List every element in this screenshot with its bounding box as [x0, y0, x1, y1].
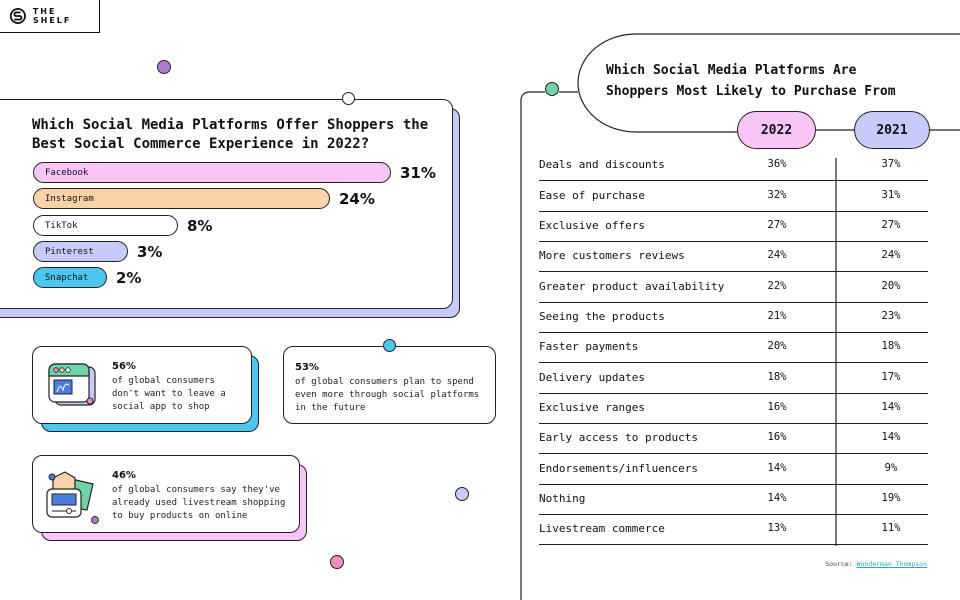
bar-value: 2%	[116, 268, 142, 287]
source-link[interactable]: Wunderman Thompson	[856, 560, 927, 568]
table-title: Which Social Media Platforms Are Shoppers Most Likely to Purchase From	[606, 63, 896, 99]
table-row: Faster payments 20% 18%	[539, 333, 928, 363]
bar-value: 3%	[137, 242, 163, 261]
bar-facebook: Facebook	[33, 162, 391, 183]
table-row: Exclusive offers 27% 27%	[539, 212, 928, 242]
table-row: Greater product availability 22% 20%	[539, 273, 928, 303]
table-row: Early access to products 16% 14%	[539, 424, 928, 454]
table-row: Delivery updates 18% 17%	[539, 364, 928, 394]
table-row: Nothing 14% 19%	[539, 485, 928, 515]
bar-instagram: Instagram	[33, 188, 330, 209]
bar-value: 8%	[187, 216, 213, 235]
bar-value: 31%	[400, 163, 436, 182]
stat-description: of global consumers don't want to leave a social app to shop	[112, 376, 226, 412]
stat-description: of global consumers plan to spend even more through social platforms in the future	[295, 377, 480, 413]
table-row: Deals and discounts 36% 37%	[539, 151, 928, 181]
stat-percent: 56%	[112, 361, 136, 372]
stat-percent: 46%	[112, 470, 136, 481]
bar-value: 24%	[339, 189, 375, 208]
table-row: Ease of purchase 32% 31%	[539, 182, 928, 212]
decor-dot-cyan	[383, 339, 396, 352]
source-note: Source: Wunderman Thompson	[825, 560, 927, 568]
decor-dot-mint	[545, 82, 559, 96]
table-row: Seeing the products 21% 23%	[539, 303, 928, 333]
table-row: Livestream commerce 13% 11%	[539, 515, 928, 545]
stat-description: of global consumers say they've already used livestream shopping to buy products on online	[112, 485, 286, 521]
brand-name: THE SHELF	[32, 6, 72, 25]
column-header-2021: 2021	[854, 111, 930, 149]
bar-pinterest: Pinterest	[33, 241, 128, 262]
table-row: Exclusive ranges 16% 14%	[539, 394, 928, 424]
decor-dot-white	[342, 92, 355, 105]
column-header-2022: 2022	[737, 111, 816, 149]
table-row: More customers reviews 24% 24%	[539, 242, 928, 272]
stat-percent: 53%	[295, 362, 319, 373]
bar-chart-title: Which Social Media Platforms Offer Shoppers the Best Social Commerce Experience in 2022?	[32, 117, 429, 152]
bar-snapchat: Snapchat	[33, 267, 107, 288]
table-row: Endorsements/influencers 14% 9%	[539, 455, 928, 485]
bar-tiktok: TikTok	[33, 215, 178, 236]
